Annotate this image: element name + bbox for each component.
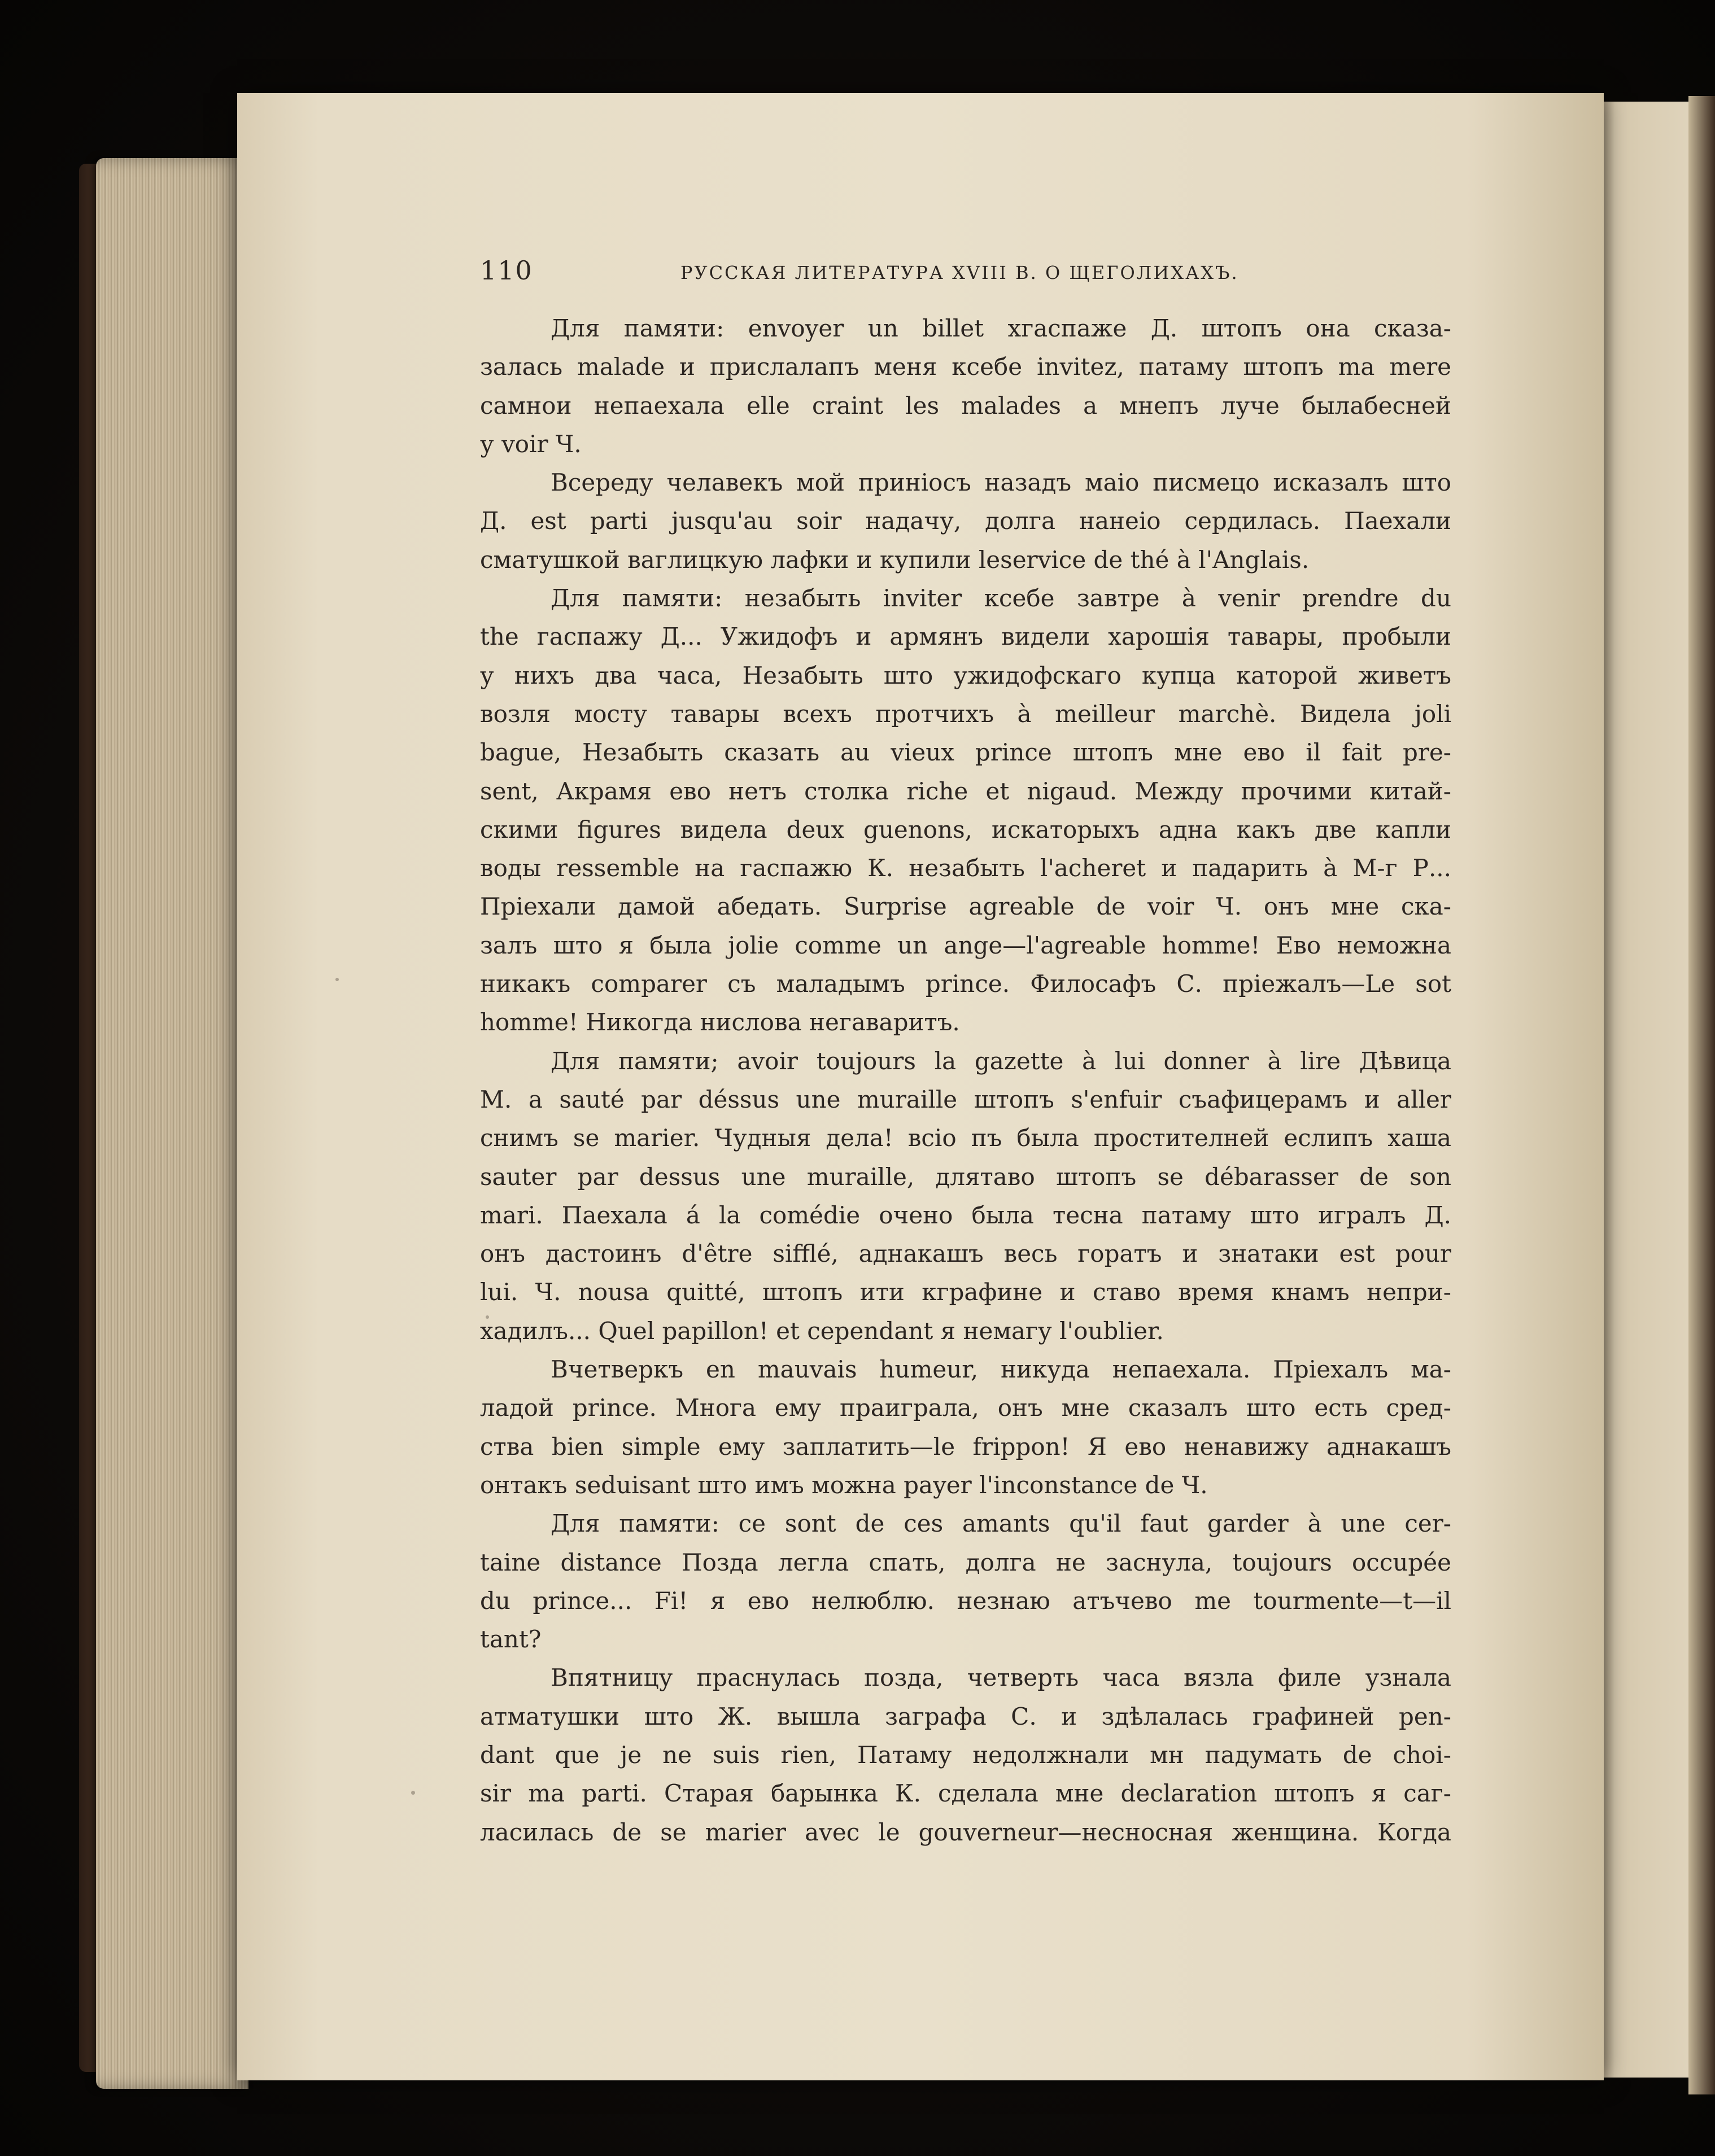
text-line: sent, Акрамя ево нетъ столка riche et nigaud. Между прочими китай- xyxy=(480,777,1451,805)
text-line: хадилъ... Quel papillon! et cependant я немагу l'oublier. xyxy=(480,1317,1164,1345)
text-line: онъ дастоинъ d'être sifflé, аднакашъ весь горатъ и знатаки est pour xyxy=(480,1240,1451,1268)
text-line: dant que je ne suis rien, Патаму недолжнали мн падумать de choi- xyxy=(480,1740,1451,1769)
text-line: онтакъ seduisant што имъ можна payer l'inconstance de Ч. xyxy=(480,1471,1208,1499)
text-line: самнои непаехала elle craint les malades а мнепъ луче былабесней xyxy=(480,391,1451,419)
text-line: у нихъ два часа, Незабыть што ужидофскаго купца каторой живетъ xyxy=(480,661,1451,689)
text-line: ладой prince. Многа ему праиграла, онъ мне сказалъ што есть сред- xyxy=(480,1394,1451,1422)
text-line: the гаспажу Д... Ужидофъ и армянъ видели харошія тавары, пробыли xyxy=(480,623,1451,651)
running-head xyxy=(480,255,1451,289)
text-line: атматушки што Ж. вышла заграфа С. и здѣлалась графиней pen- xyxy=(480,1702,1451,1730)
text-line: ласилась de se marier avec le gouverneur—несносная женщина. Когда xyxy=(480,1818,1451,1846)
text-line: скими figures видела deux guenons, искаторыхъ адна какъ две капли xyxy=(480,815,1451,843)
text-line: Вчетверкъ en mauvais humeur, никуда непаехала. Пріехалъ ма- xyxy=(551,1355,1451,1384)
text-line: никакъ comparer съ маладымъ prince. Филосафъ С. пріежалъ—Le sot xyxy=(480,970,1451,998)
text-line: Всереду челавекъ мой приніосъ назадъ маіо писмецо исказалъ што xyxy=(551,469,1451,497)
text-line: снимъ se marier. Чудныя дела! всіо пъ была простителней еслипъ хаша xyxy=(480,1124,1451,1152)
text-line: bague, Незабыть сказать au vieux prince штопъ мне ево il fait pre- xyxy=(480,738,1451,767)
text-line: залъ што я была jolie comme un ange—l'agreable homme! Ево неможна xyxy=(480,931,1451,959)
text-line: залась malade и прислалапъ меня ксебе invitez, патаму штопъ ma mere xyxy=(480,353,1451,381)
text-line: воды ressemble на гаспажю К. незабыть l'acheret и падарить à М-г Р... xyxy=(480,854,1451,882)
text-line: sir ma parti. Старая барынка К. сделала мне declaration штопъ я саг- xyxy=(480,1779,1451,1808)
paper-speck xyxy=(411,1791,415,1795)
text-line: у voir Ч. xyxy=(480,430,582,458)
text-line: taine distance Позда легла спать, долга не заснула, toujours occupée xyxy=(480,1548,1451,1576)
text-line: homme! Никогда нислова негаваритъ. xyxy=(480,1008,960,1037)
text-line: Для памяти; avoir toujours la gazette à lui donner à lire Дѣвица xyxy=(551,1047,1451,1075)
text-line: mari. Паехала á la comédie очено была тесна патаму што игралъ Д. xyxy=(480,1201,1451,1229)
running-head-title: РУССКАЯ ЛИТЕРАТУРА XVIII В. О ЩЕГОЛИХАХЪ. xyxy=(680,262,1239,283)
paper-speck xyxy=(335,978,339,981)
text-line: du prince... Fi! я ево нелюблю. незнаю атъчево me tourmente—t—il xyxy=(480,1586,1451,1615)
text-line: Для памяти: envoyer un billet хгаспаже Д. штопъ она сказа- xyxy=(551,314,1451,342)
page-edges xyxy=(96,158,248,2089)
text-line: Для памяти: ce sont de ces amants qu'il faut garder à une cer- xyxy=(551,1510,1451,1538)
text-line: сматушкой ваглицкую лафки и купили leservice de thé à l'Anglais. xyxy=(480,545,1310,574)
text-line: возля мосту тавары всехъ протчихъ à meilleur marchè. Видела joli xyxy=(480,699,1451,728)
text-line: lui. Ч. nousa quitté, штопъ ити кграфине и ставо время кнамъ непри- xyxy=(480,1278,1451,1306)
text-line: ства bien simple ему заплатить—le frippon! Я ево ненавижу аднакашъ xyxy=(480,1432,1451,1460)
facing-page-edge xyxy=(1688,96,1715,2094)
text-line: Впятницу праснулась позда, четверть часа вязла филе узнала xyxy=(551,1664,1451,1692)
page-number: 110 xyxy=(480,255,533,286)
text-line: tant? xyxy=(480,1625,542,1654)
text-line: Д. est parti jusqu'au soir надачу, долга нанеіо сердилась. Паехали xyxy=(480,507,1451,535)
text-line: sauter par dessus une muraille, длятаво штопъ se débarasser de son xyxy=(480,1162,1451,1191)
text-line: Для памяти: незабыть inviter ксебе завтре à venir prendre du xyxy=(551,584,1451,613)
text-line: М. а sauté par déssus une muraille штопъ s'enfuir съафицерамъ и aller xyxy=(480,1085,1451,1113)
body-text xyxy=(480,309,1451,1852)
text-line: Пріехали дамой абедать. Surprise agreable de voir Ч. онъ мне ска- xyxy=(480,893,1451,921)
